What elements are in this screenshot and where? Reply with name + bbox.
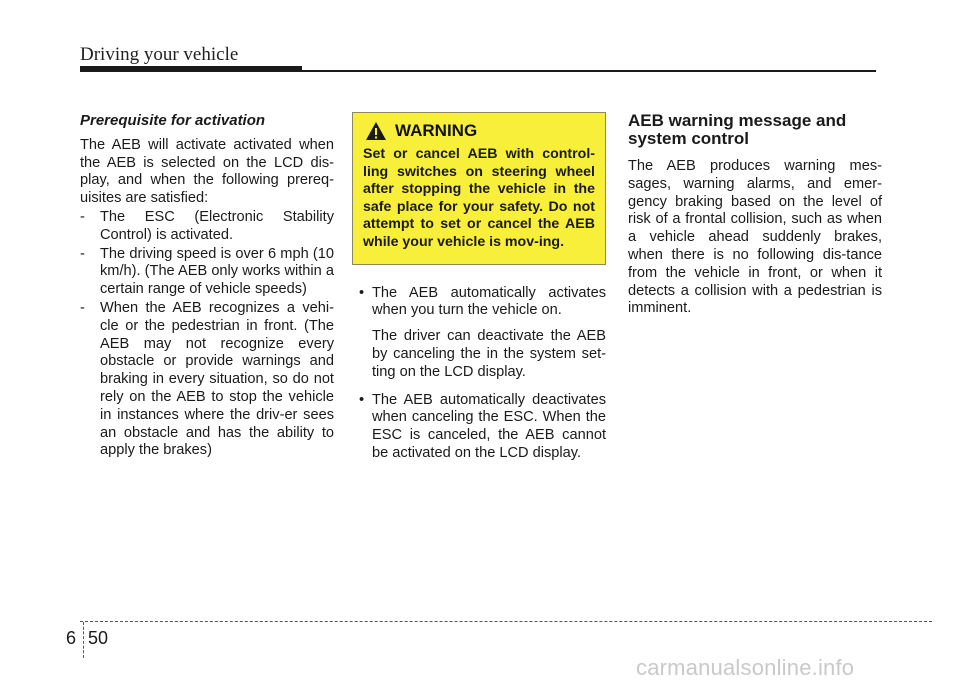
warning-box <box>352 112 606 265</box>
page-number: 50 <box>88 628 109 648</box>
bullet-note: The driver can deactivate the AEB by canceling the in the system set-ting on the LCD display. <box>372 328 606 380</box>
site-watermark: carmanualsonline.info <box>636 655 855 680</box>
chapter-number: 6 <box>66 628 77 648</box>
column-left <box>80 112 334 460</box>
condition-text: The driving speed is over 6 mph (10 km/h). (The AEB only works within a certain range of vehicle speeds) <box>100 245 334 298</box>
bullet-mark: • <box>359 391 365 408</box>
warning-triangle-icon <box>365 121 387 141</box>
dash-mark: - <box>80 208 85 225</box>
header-title: Driving your vehicle <box>80 44 239 65</box>
section-body: The AEB produces warning mes-sages, warning alarms, and emer-gency braking based on the level of risk of a frontal collision, such as when a vehicle ahead suddenly brakes, when there is no following dis-tance from the vehicle in front, or when it detects a collision with a pedestrian is imminent. <box>628 158 882 317</box>
dash-mark: - <box>80 245 85 262</box>
footer-divider <box>83 622 84 658</box>
bullet-text: The AEB automatically activates when you turn the vehicle on. <box>372 284 606 319</box>
bullet-item <box>352 285 606 321</box>
condition-item <box>80 246 334 299</box>
bullet-mark: • <box>359 284 365 301</box>
column-right <box>628 112 882 318</box>
bullet-text: The AEB automatically deactivates when canceling the ESC. When the ESC is canceled, the AEB cannot be activated on the LCD display. <box>372 391 606 461</box>
bullet-item <box>352 392 606 463</box>
warning-body: Set or cancel AEB with control-ling switches on steering wheel after stopping the vehicle in the safe place for your safety. Do not attempt to set or cancel the AEB while your vehicle is mov-ing. <box>363 146 595 250</box>
prerequisite-intro: The AEB will activate activated when the AEB is selected on the LCD dis-play, and when the following prereq-uisites are satisfied: <box>80 136 334 207</box>
warning-title: WARNING <box>395 121 478 141</box>
section-heading: AEB warning message and system control <box>628 111 847 148</box>
dash-mark: - <box>80 299 85 316</box>
column-middle <box>352 112 606 463</box>
condition-item <box>80 300 334 460</box>
condition-item <box>80 209 334 245</box>
footer-rule <box>80 621 932 622</box>
header-rule-thin <box>302 70 876 72</box>
warning-header <box>365 121 595 141</box>
condition-text: When the AEB recognizes a vehi-cle or the pedestrian in front. (The AEB may not recognize every obstacle or provide warnings and braking in every situation, so do not rely on the AEB to stop the vehicle in instances where the driv-er sees an obstacle and has the ability to apply the brakes) <box>100 299 334 459</box>
condition-text: The ESC (Electronic Stability Control) is activated. <box>100 208 334 243</box>
prerequisite-subheading: Prerequisite for activation <box>80 112 266 129</box>
header-rule-thick <box>80 66 302 72</box>
